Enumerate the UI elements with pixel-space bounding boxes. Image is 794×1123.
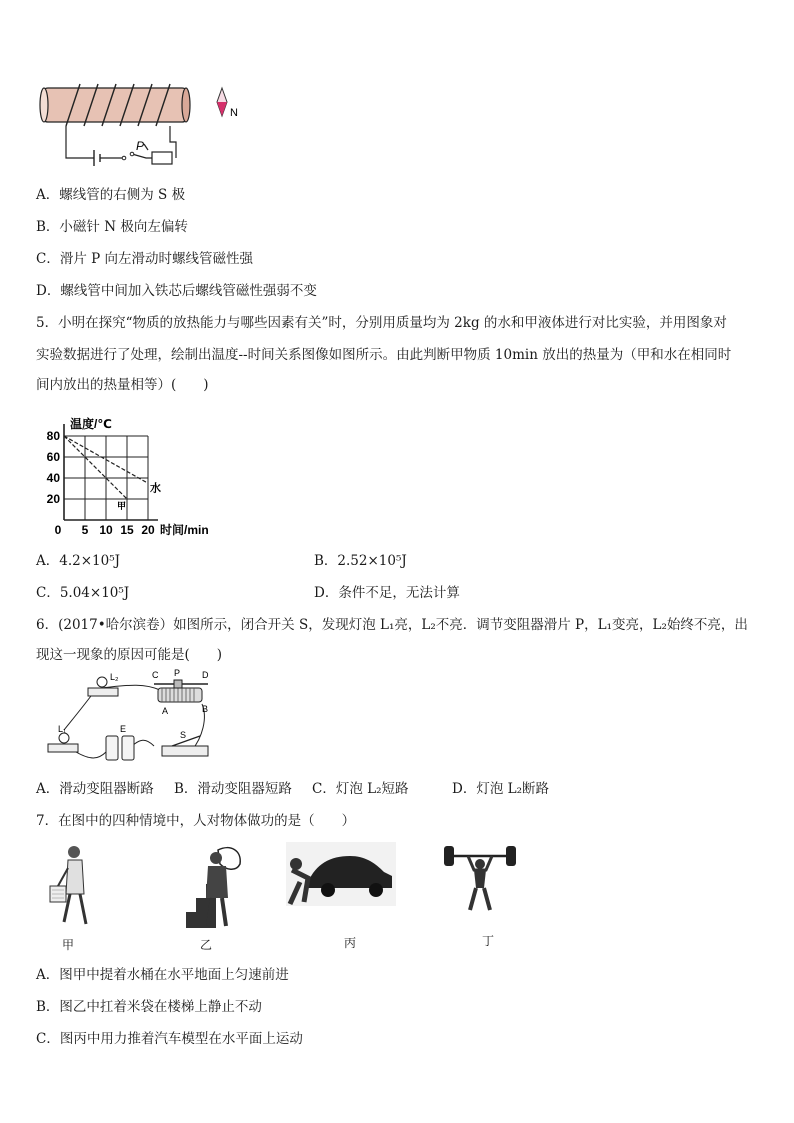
caption-jia: 甲: [62, 938, 75, 952]
caption-ding: 丁: [482, 934, 495, 948]
scene-ding-weightlifter: [440, 842, 522, 914]
rheostat-icon: [154, 680, 208, 702]
label-b: B: [202, 704, 209, 714]
circuit-figure: [42, 668, 232, 772]
q5-option-d: D．条件不足，无法计算: [314, 585, 460, 601]
solenoid-tube: [42, 88, 188, 122]
series-line-jia: [64, 436, 127, 499]
battery-pack-icon: [106, 736, 134, 760]
y-tick-label: 20: [46, 492, 60, 506]
q4-option-b: B．小磁针 N 极向左偏转: [36, 219, 188, 235]
scene-bing-person-pushing-car: [286, 842, 396, 906]
solenoid-right-end: [182, 88, 190, 122]
q6-stem-line-2: 现这一现象的原因可能是( ): [36, 647, 223, 663]
q6-option-d: D．灯泡 L₂断路: [452, 781, 549, 797]
label-l2: L₂: [110, 672, 119, 682]
series-label-shui: 水: [150, 482, 161, 495]
label-p: P: [174, 668, 181, 678]
q7-option-b: B．图乙中扛着米袋在楼梯上静止不动: [36, 999, 262, 1015]
q5-option-a: A．4.2×10⁵J: [36, 553, 121, 569]
label-l1: L₁: [58, 724, 67, 734]
label-d: D: [202, 670, 209, 680]
x-tick-label: 5: [81, 523, 89, 536]
x-tick-label: 0: [54, 523, 62, 536]
q6-stem-line-1: 6．(2017•哈尔滨卷）如图所示，闭合开关 S，发现灯泡 L₁亮，L₂不亮．调节变阻器滑片 P，L₁变亮，L₂始终不亮，出: [36, 617, 748, 633]
x-axis-label: 时间/min: [160, 523, 209, 536]
lamp-l1-icon: [48, 733, 78, 752]
q7-option-a: A．图甲中提着水桶在水平地面上匀速前进: [36, 967, 289, 983]
slider-arrow-icon: [144, 144, 148, 150]
q6-option-b: B．滑动变阻器短路: [174, 781, 292, 797]
solenoid-left-end: [40, 88, 48, 122]
scene-jia-person-carrying-bucket: [48, 842, 104, 932]
caption-yi: 乙: [200, 938, 213, 952]
q5-option-b: B．2.52×10⁵J: [314, 553, 407, 569]
solenoid-circuit-figure: [36, 82, 266, 172]
q4-option-d: D．螺线管中间加入铁芯后螺线管磁性强弱不变: [36, 283, 317, 299]
y-tick-label: 60: [46, 450, 60, 464]
label-s: S: [180, 730, 187, 740]
compass-label: N: [230, 107, 238, 119]
q4-option-a: A．螺线管的右侧为 S 极: [36, 187, 186, 203]
battery-icon: [94, 150, 100, 166]
x-tick-label: 10: [99, 523, 113, 536]
y-tick-label: 40: [46, 471, 60, 485]
series-label-jia: 甲: [117, 501, 127, 511]
caption-bing: 丙: [344, 936, 357, 950]
slider-label: P: [136, 139, 145, 153]
label-c: C: [152, 670, 159, 680]
q5-option-c: C．5.04×10⁵J: [36, 585, 130, 601]
switch-icon: [122, 156, 126, 160]
scene-yi-person-with-rice-bag-on-stairs: [186, 842, 246, 932]
rheostat-icon: [152, 152, 172, 164]
x-tick-label: 15: [120, 523, 134, 536]
temperature-time-chart: [36, 404, 236, 536]
label-e: E: [120, 724, 127, 734]
q5-stem-line-2: 实验数据进行了处理，绘制出温度--时间关系图像如图所示。由此判断甲物质 10min 放出的热量为（甲和水在相同时: [36, 347, 732, 363]
q7-option-c: C．图丙中用力推着汽车模型在水平面上运动: [36, 1031, 303, 1047]
x-tick-label: 20: [141, 523, 155, 536]
q5-stem-line-3: 间内放出的热量相等）( ): [36, 377, 209, 393]
y-tick-label: 80: [46, 429, 60, 443]
q7-stem: 7．在图中的四种情境中，人对物体做功的是（ ）: [36, 813, 356, 829]
label-a: A: [162, 706, 169, 716]
q6-option-c: C．灯泡 L₂短路: [312, 781, 409, 797]
y-axis-label: 温度/℃: [70, 417, 112, 431]
q6-option-a: A．滑动变阻器断路: [36, 781, 154, 797]
q5-stem-line-1: 5．小明在探究“物质的放热能力与哪些因素有关”时，分别用质量均为 2kg 的水和甲液体进行对比实验，并用图象对: [36, 315, 727, 331]
q4-option-c: C．滑片 P 向左滑动时螺线管磁性强: [36, 251, 253, 267]
